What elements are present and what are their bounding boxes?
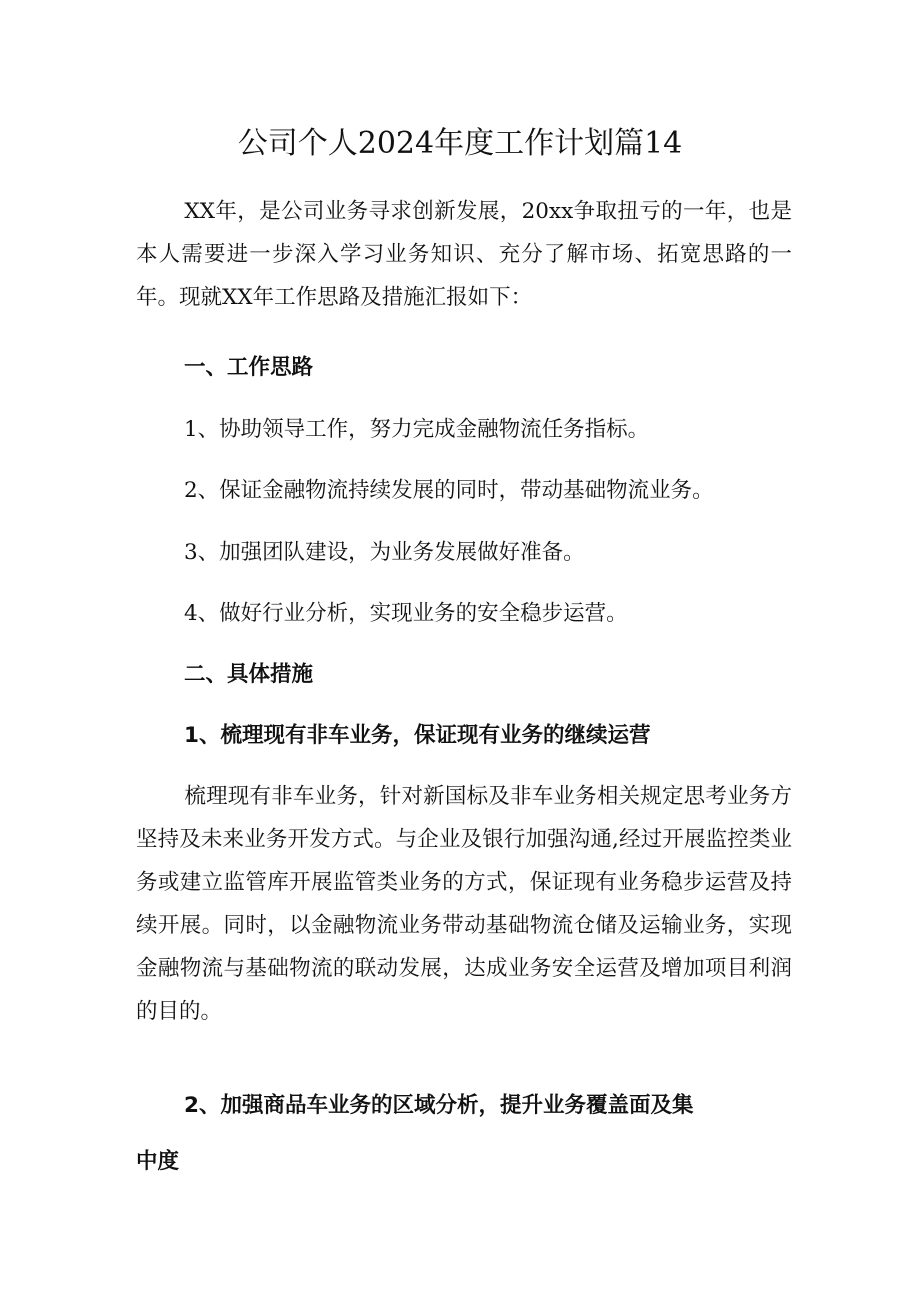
subsection-heading-continued: 中度 [136,1149,180,1174]
section-heading-specific-measures: 二、具体措施 [184,662,314,687]
list-item: 1、协助领导工作，努力完成金融物流任务指标。 [184,417,650,442]
list-item: 4、做好行业分析，实现业务的安全稳步运营。 [184,601,628,626]
subsection-heading: 2、加强商品车业务的区域分析，提升业务覆盖面及集 [184,1093,694,1118]
list-item: 2、保证金融物流持续发展的同时，带动基础物流业务。 [184,478,714,503]
document-title: 公司个人2024年度工作计划篇14 [237,126,683,161]
section-heading-work-ideas: 一、工作思路 [184,355,314,380]
intro-paragraph: XX年，是公司业务寻求创新发展，20xx争取扭亏的一年，也是本人需要进一步深入学习业务知识、充分了解市场、拓宽思路的一年。现就XX年工作思路及措施汇报如下： [136,199,792,310]
subsection-heading: 1、梳理现有非车业务，保证现有业务的继续运营 [184,723,651,748]
list-item: 3、加强团队建设，为业务发展做好准备。 [184,540,585,565]
subsection-body: 梳理现有非车业务，针对新国标及非车业务相关规定思考业务方坚持及未来业务开发方式。与企业及银行加强沟通,经过开展监控类业务或建立监管库开展监管类业务的方式，保证现有业务稳步运营及持续开展。同时，以金融物流业务带动基础物流仓储及运输业务，实现金融物流与基础物流的联动发展，达成业务安全运营及增加项目利润的目的。 [136,784,792,1024]
